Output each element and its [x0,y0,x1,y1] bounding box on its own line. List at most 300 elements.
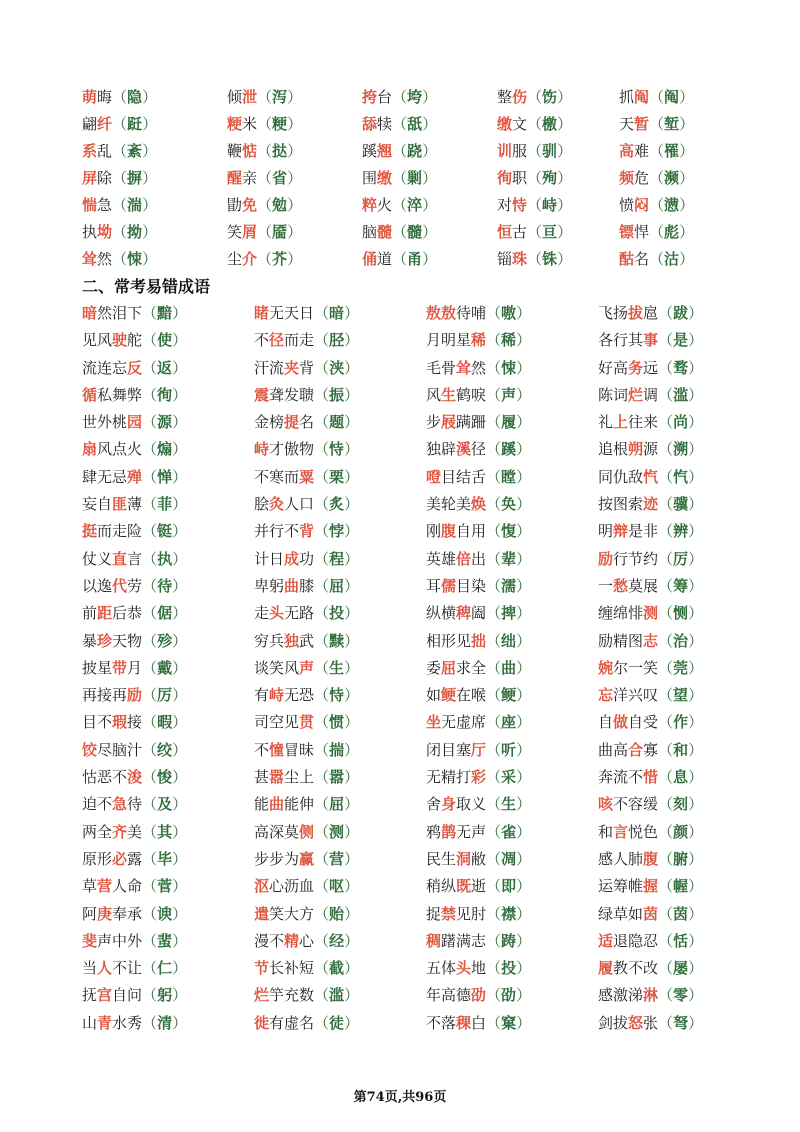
open-paren: （ [314,959,330,978]
idiom-entry [426,464,598,491]
entry-error-char: 扇 [82,440,98,459]
open-paren: （ [658,713,674,732]
entry-correct-char: 濡 [501,576,517,595]
idiom-entry [254,382,426,409]
entry-text-after: 危 [634,169,650,187]
idiom-entry [254,655,426,682]
entry-error-char: 暗 [82,304,98,322]
idiom-entry [426,355,598,382]
close-paren: ） [688,1013,704,1032]
entry-text-before: 民生 [426,849,457,868]
entry-text-after: 无天日 [269,304,315,322]
entry-text-before: 走 [254,604,270,623]
close-paren: ） [557,169,573,187]
open-paren: （ [314,549,330,568]
entry-text-after: 是非 [628,522,659,541]
entry-text-after: 取义 [456,795,487,814]
close-paren: ） [344,495,360,514]
close-paren: ） [688,849,704,868]
entry-error-char: 稠 [426,931,442,950]
open-paren: （ [142,986,158,1005]
entry-correct-char: 滥 [673,385,689,404]
entry-text-after: 自问 [112,986,143,1005]
close-paren: ） [172,877,188,896]
character-entry [619,246,739,273]
idiom-entry [426,546,598,573]
entry-text-before: 同仇敌 [598,467,644,486]
close-paren: ） [344,849,360,868]
entry-error-char: 频 [619,169,635,187]
idiom-entry [598,436,748,463]
entry-text-before: 绿草如 [598,904,644,923]
close-paren: ） [516,768,532,787]
entry-correct-char: 剿 [407,169,423,187]
entry-text-before: 愤 [619,196,635,214]
entry-text-before: 翩 [82,115,98,133]
close-paren: ） [287,169,303,187]
entry-correct-char: 挞 [272,142,288,160]
open-paren: （ [314,358,330,377]
idiom-entry [254,628,426,655]
open-paren: （ [486,768,502,787]
open-paren: （ [658,631,674,650]
idiom-entry [254,682,426,709]
idiom-entry [426,764,598,791]
close-paren: ） [172,467,188,486]
close-paren: ） [679,142,695,160]
close-paren: ） [516,1013,532,1032]
entry-correct-char: 执 [157,549,173,568]
close-paren: ） [688,713,704,732]
open-paren: （ [486,931,502,950]
close-paren: ） [679,223,695,241]
entry-error-char: 俑 [362,250,378,268]
entry-correct-char: 窠 [501,1013,517,1032]
open-paren: （ [658,304,674,322]
close-paren: ） [516,713,532,732]
entry-error-char: 声 [299,658,315,677]
idiom-entry [426,982,598,1009]
entry-error-char: 庚 [97,904,113,923]
idiom-entry [82,928,254,955]
entry-text-after: 寡 [643,740,659,759]
entry-text-after: 晦 [97,88,113,106]
entry-text-after: 长补短 [269,959,315,978]
entry-error-char: 敖敖 [426,304,457,322]
entry-text-before: 如 [426,686,442,705]
entry-text-after: 美 [127,822,143,841]
entry-text-before: 好高 [598,358,629,377]
open-paren: （ [314,713,330,732]
entry-correct-char: 濒 [664,169,680,187]
character-entry [362,246,497,273]
open-paren: （ [314,658,330,677]
open-paren: （ [142,740,158,759]
entry-text-before: 仗义 [82,549,113,568]
entry-correct-char: 懑 [664,196,680,214]
close-paren: ） [344,522,360,541]
entry-text-before: 陈词 [598,385,629,404]
entry-text-before: 年高德 [426,986,472,1005]
entry-error-char: 耸 [82,250,98,268]
entry-error-char: 劭 [471,986,487,1005]
close-paren: ） [688,631,704,650]
entry-correct-char: 莞 [673,658,689,677]
entry-text-after: 尽脑汁 [97,740,143,759]
entry-error-char: 珍 [97,631,113,650]
close-paren: ） [172,495,188,514]
close-paren: ） [516,304,532,322]
entry-text-before: 肆无忌 [82,467,128,486]
entry-correct-char: 捭 [501,604,517,623]
entry-correct-char: 忾 [673,467,689,486]
entry-text-before: 围 [362,169,378,187]
entry-text-before: 原形 [82,849,113,868]
entry-text-after: 功 [299,549,315,568]
close-paren: ） [172,959,188,978]
entry-correct-char: 营 [329,849,345,868]
entry-correct-char: 暗 [329,304,345,322]
character-entry [497,165,619,192]
entry-text-before: 刚 [426,522,442,541]
open-paren: （ [142,1013,158,1032]
open-paren: （ [649,250,665,268]
entry-text-before: 前 [82,604,98,623]
entry-error-char: 阄 [634,88,650,106]
entry-correct-char: 采 [501,768,517,787]
idiom-entry [254,764,426,791]
idiom-entry [82,573,254,600]
entry-error-char: 上 [613,413,629,432]
close-paren: ） [688,795,704,814]
entry-correct-char: 尚 [673,413,689,432]
close-paren: ） [422,169,438,187]
entry-text-before: 不 [254,740,270,759]
confusable-characters-table [82,84,739,273]
close-paren: ） [422,196,438,214]
entry-text-after: 人口 [284,495,315,514]
close-paren: ） [344,740,360,759]
open-paren: （ [658,440,674,459]
entry-correct-char: 颜 [673,822,689,841]
entry-correct-char: 愎 [501,522,517,541]
open-paren: （ [112,88,128,106]
entry-correct-char: 恻 [673,604,689,623]
open-paren: （ [658,959,674,978]
idiom-entry [426,901,598,928]
entry-correct-char: 驯 [542,142,558,160]
entry-error-char: 曲 [284,576,300,595]
open-paren: （ [112,142,128,160]
entry-correct-char: 浃 [329,358,345,377]
close-paren: ） [287,142,303,160]
entry-error-char: 溪 [456,440,472,459]
close-paren: ） [688,604,704,623]
entry-error-char: 沤 [254,877,270,896]
open-paren: （ [658,413,674,432]
idiom-entry [426,628,598,655]
entry-error-char: 缴 [497,115,513,133]
entry-text-before: 奔流不 [598,768,644,787]
entry-error-char: 朔 [628,440,644,459]
entry-correct-char: 返 [157,358,173,377]
entry-correct-char: 经 [329,931,345,950]
entry-correct-char: 殉 [542,169,558,187]
open-paren: （ [392,196,408,214]
idiom-entry [426,491,598,518]
close-paren: ） [172,358,188,377]
idiom-entry [254,709,426,736]
open-paren: （ [527,196,543,214]
character-entry [619,192,739,219]
entry-text-after: 尔一笑 [613,658,659,677]
section-heading: 二、常考易错成语 [82,277,211,296]
close-paren: ） [688,522,704,541]
close-paren: ） [142,250,158,268]
open-paren: （ [142,522,158,541]
entry-correct-char: 徒 [329,1013,345,1032]
entry-error-char: 齐 [112,822,128,841]
entry-error-char: 惦 [242,142,258,160]
close-paren: ） [287,88,303,106]
entry-error-char: 纤 [97,115,113,133]
close-paren: ） [516,849,532,868]
idiom-entry [426,819,598,846]
close-paren: ） [172,631,188,650]
entry-text-after: 目染 [456,576,487,595]
entry-error-char: 儒 [441,576,457,595]
entry-correct-char: 厉 [157,686,173,705]
close-paren: ） [516,686,532,705]
idiom-entry [254,409,426,436]
character-entry [619,219,739,246]
entry-correct-char: 菅 [157,877,173,896]
entry-correct-char: 曲 [501,658,517,677]
open-paren: （ [314,385,330,404]
open-paren: （ [257,196,273,214]
entry-correct-char: 恃 [329,686,345,705]
entry-text-after: 奉承 [112,904,143,923]
entry-correct-char: 毕 [157,849,173,868]
idiom-entry [254,573,426,600]
entry-text-after: 无虚席 [441,713,487,732]
open-paren: （ [142,358,158,377]
close-paren: ） [516,467,532,486]
open-paren: （ [658,658,674,677]
character-entry [227,84,362,111]
close-paren: ） [516,576,532,595]
entry-text-after: 亲 [242,169,258,187]
idiom-entry [82,409,254,436]
entry-correct-char: 腑 [673,849,689,868]
close-paren: ） [344,467,360,486]
entry-correct-char: 黯 [157,304,173,322]
close-paren: ） [172,795,188,814]
entry-text-before: 美轮美 [426,495,472,514]
entry-text-after: 犊 [377,115,393,133]
open-paren: （ [527,88,543,106]
entry-text-before: 独辟 [426,440,457,459]
close-paren: ） [688,959,704,978]
close-paren: ） [287,115,303,133]
entry-text-after: 私舞弊 [97,385,143,404]
entry-text-before: 缠绵悱 [598,604,644,623]
entry-text-before: 并行不 [254,522,300,541]
entry-text-after: 文 [512,115,528,133]
idiom-entry [82,382,254,409]
close-paren: ） [688,822,704,841]
open-paren: （ [486,549,502,568]
open-paren: （ [658,740,674,759]
open-paren: （ [142,877,158,896]
entry-correct-char: 粳 [272,115,288,133]
close-paren: ） [172,904,188,923]
entry-correct-char: 揣 [329,740,345,759]
close-paren: ） [688,495,704,514]
entry-correct-char: 髓 [407,223,423,241]
character-entry [82,138,227,165]
open-paren: （ [658,467,674,486]
entry-error-char: 励 [127,686,143,705]
entry-text-before: 漫不 [254,931,285,950]
entry-text-before: 迫不 [82,795,113,814]
entry-error-char: 厅 [471,740,487,759]
entry-error-char: 坐 [426,713,442,732]
idiom-entry [426,791,598,818]
idiom-entry [254,600,426,627]
close-paren: ） [688,440,704,459]
open-paren: （ [486,467,502,486]
entry-text-before: 追根 [598,440,629,459]
idiom-entry [598,791,748,818]
open-paren: （ [142,959,158,978]
entry-text-after: 月 [127,658,143,677]
entry-error-char: 头 [269,604,285,623]
open-paren: （ [142,686,158,705]
entry-error-char: 屈 [441,658,457,677]
close-paren: ） [688,304,704,322]
idiom-entry [426,436,598,463]
entry-error-char: 精 [284,931,300,950]
open-paren: （ [314,877,330,896]
idiom-entry [82,464,254,491]
entry-error-char: 直 [112,549,128,568]
entry-error-char: 烂 [254,986,270,1005]
entry-error-char: 赢 [299,849,315,868]
entry-error-char: 高 [619,142,635,160]
open-paren: （ [142,549,158,568]
idiom-entry [598,546,748,573]
open-paren: （ [658,549,674,568]
open-paren: （ [486,440,502,459]
entry-correct-char: 座 [501,713,517,732]
close-paren: ） [516,822,532,841]
entry-text-before: 礼 [598,413,614,432]
close-paren: ） [142,115,158,133]
entry-correct-char: 程 [329,549,345,568]
entry-correct-char: 生 [501,795,517,814]
close-paren: ） [344,440,360,459]
entry-text-after: 道 [377,250,393,268]
character-entry [227,138,362,165]
close-paren: ） [172,331,188,350]
close-paren: ） [142,196,158,214]
open-paren: （ [658,1013,674,1032]
entry-correct-char: 履 [501,413,517,432]
entry-text-after: 鹤唳 [456,385,487,404]
entry-error-char: 饺 [82,740,98,759]
open-paren: （ [486,1013,502,1032]
idiom-entry [426,409,598,436]
idiom-entry [598,982,748,1009]
close-paren: ） [287,196,303,214]
entry-error-char: 拙 [471,631,487,650]
close-paren: ） [344,986,360,1005]
entry-correct-char: 胫 [329,331,345,350]
entry-correct-char: 悚 [501,358,517,377]
entry-text-after: 洋兴叹 [613,686,659,705]
entry-text-before: 捉 [426,904,442,923]
entry-text-after: 笑大方 [269,904,315,923]
entry-text-before: 步步为 [254,849,300,868]
open-paren: （ [486,331,502,350]
idiom-entry [254,518,426,545]
entry-text-after: 求全 [456,658,487,677]
entry-correct-char: 泻 [272,88,288,106]
close-paren: ） [516,413,532,432]
close-paren: ） [287,223,303,241]
entry-text-after: 才傲物 [269,440,315,459]
entry-text-after: 教不改 [613,959,659,978]
entry-text-after: 名 [299,413,315,432]
entry-error-char: 徇 [497,169,513,187]
open-paren: （ [142,413,158,432]
entry-error-char: 禁 [441,904,457,923]
open-paren: （ [658,986,674,1005]
open-paren: （ [392,142,408,160]
entry-error-char: 酤 [619,250,635,268]
entry-text-before: 英雄 [426,549,457,568]
entry-correct-char: 待 [157,576,173,595]
entry-correct-char: 铢 [542,250,558,268]
entry-text-before: 闭目塞 [426,740,472,759]
entry-correct-char: 治 [673,631,689,650]
character-entry [497,246,619,273]
close-paren: ） [344,331,360,350]
entry-correct-char: 跹 [127,115,143,133]
entry-correct-char: 雀 [501,822,517,841]
entry-correct-char: 辨 [673,522,689,541]
close-paren: ） [172,440,188,459]
entry-error-char: 暂 [634,115,650,133]
entry-text-before: 目不 [82,713,113,732]
idiom-entry [82,518,254,545]
entry-correct-char: 蜚 [157,931,173,950]
entry-text-before: 高深莫 [254,822,300,841]
close-paren: ） [516,904,532,923]
entry-correct-char: 暇 [157,713,173,732]
entry-error-char: 彩 [471,768,487,787]
close-paren: ） [516,495,532,514]
entry-error-char: 坳 [97,223,113,241]
entry-correct-char: 恬 [673,931,689,950]
entry-error-char: 咳 [598,795,614,814]
idiom-entry [254,901,426,928]
entry-correct-char: 使 [157,331,173,350]
entry-error-char: 倍 [456,549,472,568]
entry-correct-char: 靥 [272,223,288,241]
entry-text-after: 风点火 [97,440,143,459]
